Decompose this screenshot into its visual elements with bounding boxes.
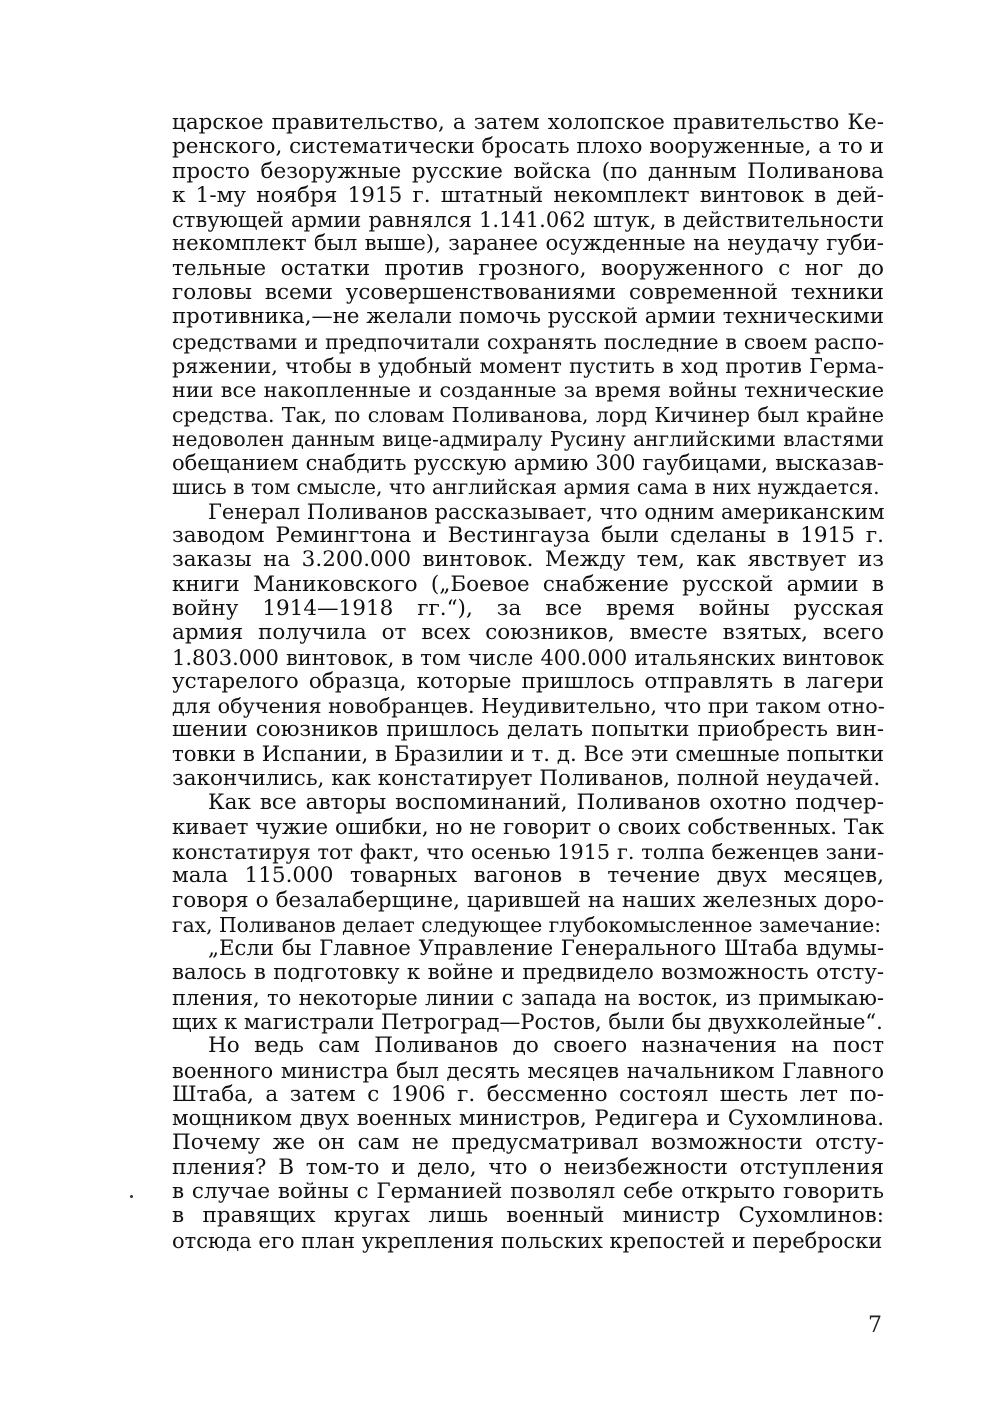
text-line: недоволен данным вице-адмиралу Русину английскими властями [172,426,884,451]
text-line: отсюда его план укрепления польских крепостей и переброски [172,1228,883,1253]
paragraph [172,1034,884,1253]
paragraph [172,937,884,1034]
print-speck [130,1195,133,1198]
paragraph [172,791,884,937]
text-line: шении союзников пришлось делать попытки приобресть вин- [172,717,884,743]
text-line: для обучения новобранцев. Неудивительно, что при таком отно- [172,694,885,719]
paragraph [172,500,884,792]
text-line: царское правительство, а затем холопское правительство Ке- [172,110,884,135]
text-line: ствующей армии равнялся 1.141.062 штук, в действительности [172,208,884,233]
text-line: говоря о безалаберщине, царившей на наших железных доро- [172,887,884,913]
text-line: Штаба, а затем с 1906 г. бессменно состоял шесть лет по- [172,1081,884,1107]
text-line: в правящих кругах лишь военный министр Сухомлинов: [172,1203,884,1229]
text-line: головы всеми усовершенствованиями современной техники [172,280,884,306]
text-line: констатируя тот факт, что осенью 1915 г. толпа беженцев зани- [172,839,884,864]
text-line: некомплект был выше), заранее осужденные на неудачу губи- [172,231,884,257]
text-line: обещанием снабдить русскую армию 300 гаубицами, высказав- [172,451,884,476]
text-line: к 1-му ноября 1915 г. штатный некомплект винтовок в дей- [172,182,884,208]
text-line: щих к магистрали Петроград—Ростов, были бы двухколейные“. [172,1009,883,1034]
text-line: тельные остатки против грозного, вооруженного с ног до [172,255,884,281]
text-line: кивает чужие ошибки, но не говорит о своих собственных. Так [172,814,884,840]
text-line: ренского, систематически бросать плохо вооруженные, а то и [172,134,884,160]
text-line: в случае войны с Германией позволял себе открыто говорить [172,1179,884,1205]
text-line: гах, Поливанов делает следующее глубокомысленное замечание: [172,912,882,937]
text-line: мощником двух военных министров, Редигера и Сухомлинова. [172,1106,884,1132]
text-line: нии все накопленные и созданные за время войны технические [172,378,884,403]
text-line: 1.803.000 винтовок, в том числе 400.000 итальянских винтовок [172,645,884,670]
paragraph [172,111,884,500]
text-line: военного министра был десять месяцев начальником Главного [172,1058,884,1083]
text-line: противника,—не желали помочь русской армии техническими [172,304,884,330]
text-line: устарелого образца, которые пришлось отправлять в лагери [172,668,884,694]
text-line: пления, то некоторые линии с запада на восток, из примыкаю- [172,985,884,1010]
text-line: войну 1914—1918 гг.“), за все время войны русская [172,595,884,621]
text-line: заказы на 3.200.000 винтовок. Между тем, как явствует из [172,547,884,573]
text-line: средства. Так, по словам Поливанова, лорд Кичинер был крайне [172,402,884,427]
text-line: закончились, как констатирует Поливанов, полной неудачей. [172,766,881,792]
text-line: средствами и предпочитали сохранять последние в своем распо- [172,329,884,354]
text-line: книги Маниковского („Боевое снабжение русской армии в [172,571,884,597]
text-line: Как все авторы воспоминаний, Поливанов охотно подчер- [208,790,884,816]
text-line: просто безоружные русские войска (по данным Поливанова [172,158,884,184]
text-line: „Если бы Главное Управление Генерального Штаба вдумы- [208,936,884,962]
text-line: Генерал Поливанов рассказывает, что одним американским [208,499,885,524]
text-line: пления? В том-то и дело, что о неизбежности отступления [172,1154,884,1180]
text-line: заводом Ремингтона и Вестингауза были сделаны в 1915 г. [172,523,884,549]
text-line: Почему же он сам не предусматривал возможности отсту- [172,1130,884,1156]
text-line: Но ведь сам Поливанов до своего назначения на пост [208,1033,884,1059]
text-line: армия получила от всех союзников, вместе взятых, всего [172,620,884,646]
page-body-text [172,111,884,1253]
text-line: мала 115.000 товарных вагонов в течение двух месяцев, [172,863,884,889]
text-line: валось в подготовку к войне и предвидело возможность отсту- [172,960,884,986]
text-line: товки в Испании, в Бразилии и т. д. Все эти смешные попытки [172,741,884,767]
text-line: ряжении, чтобы в удобный момент пустить в ход против Герма- [172,353,884,378]
text-line: шись в том смысле, что английская армия сама в них нуждается. [172,475,880,500]
page-number: 7 [868,1313,882,1338]
